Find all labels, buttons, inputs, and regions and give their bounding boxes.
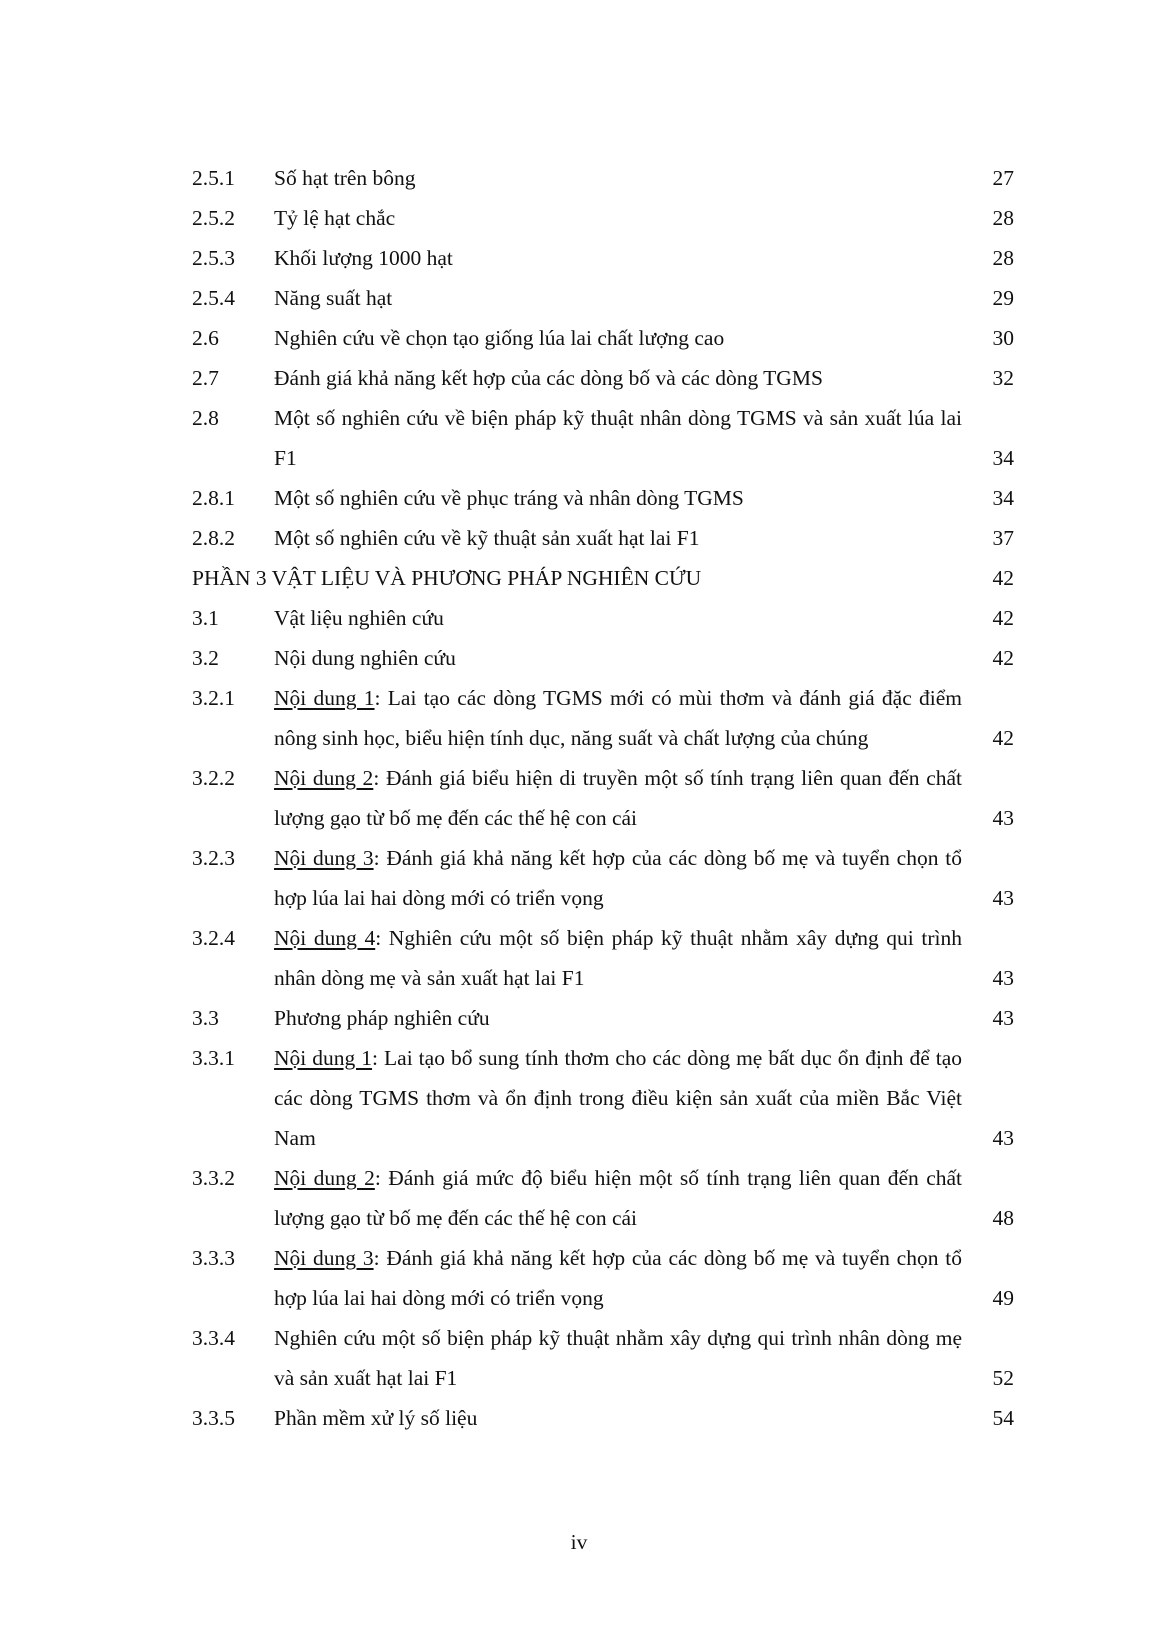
- toc-entry-number: 3.3.3: [192, 1246, 235, 1270]
- toc-entry-title: [274, 918, 962, 998]
- toc-entry-title: PHẦN 3 VẬT LIỆU VÀ PHƯƠNG PHÁP NGHIÊN CỨU: [192, 566, 702, 590]
- toc-entry-number: 3.2: [192, 646, 219, 670]
- toc-entry-title: Phần mềm xử lý số liệu: [274, 1406, 478, 1430]
- toc-entry: [192, 1238, 1014, 1318]
- toc-entry-title: Tỷ lệ hạt chắc: [274, 206, 396, 230]
- toc-entry-label: Nội dung 1: [274, 1046, 373, 1070]
- toc-entry: [192, 158, 1014, 198]
- toc-entry-page: 34: [992, 446, 1014, 470]
- toc-entry-number: 3.2.4: [192, 926, 235, 950]
- toc-entry-title-text: : Lai tạo bổ sung tính thơm cho các dòng mẹ bất dục ổn định để tạo các dòng TGMS thơm và ổn định trong điều kiện sản xuất của miền Bắc Việt Nam: [274, 1046, 963, 1150]
- toc-entry-title: Nội dung nghiên cứu: [274, 646, 456, 670]
- toc-entry: [192, 278, 1014, 318]
- toc-entry-number: 3.2.2: [192, 766, 235, 790]
- page-number-footer: iv: [570, 1530, 588, 1554]
- toc-entry-label: Nội dung 1: [274, 686, 375, 710]
- toc-entry-title: Nghiên cứu về chọn tạo giống lúa lai chất lượng cao: [274, 326, 725, 350]
- toc-entry-title-text: : Đánh giá mức độ biểu hiện một số tính trạng liên quan đến chất lượng gạo từ bố mẹ đến các thế hệ con cái: [274, 1166, 962, 1230]
- toc-entry-title: Đánh giá khả năng kết hợp của các dòng bố và các dòng TGMS: [274, 366, 823, 390]
- toc-entry-number: 3.3.2: [192, 1166, 235, 1190]
- toc-entry-page: 43: [992, 1006, 1014, 1030]
- toc-entry: [192, 1398, 1014, 1438]
- toc-entry-number: 2.5.1: [192, 166, 235, 190]
- toc-entry-number: 2.5.4: [192, 286, 235, 310]
- toc-entry-page: 43: [992, 886, 1014, 910]
- toc-entry-title: [274, 1038, 962, 1158]
- toc-entry-title-text: : Lai tạo các dòng TGMS mới có mùi thơm và đánh giá đặc điểm nông sinh học, biểu hiện tính dục, năng suất và chất lượng của chúng: [274, 686, 962, 750]
- toc-entry-page: 43: [992, 966, 1014, 990]
- toc-entry: [192, 318, 1014, 358]
- toc-entry-title: Số hạt trên bông: [274, 166, 416, 190]
- toc-entry-title: [274, 678, 962, 758]
- toc-entry-page: 42: [992, 606, 1014, 630]
- toc-entry-number: 3.1: [192, 606, 219, 630]
- toc-entry-page: 42: [992, 566, 1014, 590]
- toc-entry-label: Nội dung 2: [274, 766, 374, 790]
- toc-entry-page: 28: [992, 206, 1014, 230]
- toc-entry-page: 54: [992, 1406, 1014, 1430]
- toc-entry-title-text: : Đánh giá khả năng kết hợp của các dòng bố mẹ và tuyển chọn tổ hợp lúa lai hai dòng mới có triển vọng: [274, 1246, 962, 1310]
- toc-entry: [192, 678, 1014, 758]
- toc-entry-number: 3.3.4: [192, 1326, 235, 1350]
- toc-entry-number: 2.8: [192, 406, 219, 430]
- toc-entry: [192, 1038, 1014, 1158]
- toc-entry-label: Nội dung 2: [274, 1166, 375, 1190]
- toc-entry-number: 3.2.3: [192, 846, 235, 870]
- toc-entry-number: 3.2.1: [192, 686, 235, 710]
- toc-entry-page: 48: [992, 1206, 1014, 1230]
- toc-entry-number: 2.6: [192, 326, 219, 350]
- toc-entry-page: 28: [992, 246, 1014, 270]
- toc-entry-number: 2.5.3: [192, 246, 235, 270]
- toc-entry-page: 52: [992, 1366, 1014, 1390]
- toc-entry-page: 30: [992, 326, 1014, 350]
- toc-entry-number: 2.5.2: [192, 206, 235, 230]
- toc-entry-title: [274, 1158, 962, 1238]
- toc-entry-number: 2.8.1: [192, 486, 235, 510]
- toc-entry-title: Vật liệu nghiên cứu: [274, 606, 444, 630]
- toc-entry-title: Một số nghiên cứu về kỹ thuật sản xuất hạt lai F1: [274, 526, 700, 550]
- toc-entry-page: 42: [992, 646, 1014, 670]
- toc-entry-page: 32: [992, 366, 1014, 390]
- toc-entry-number: 3.3.5: [192, 1406, 235, 1430]
- toc-entry-title: [274, 758, 962, 838]
- toc-entry-page: 49: [992, 1286, 1014, 1310]
- toc-entry: [192, 518, 1014, 558]
- toc-entry-title-text: : Đánh giá biểu hiện di truyền một số tính trạng liên quan đến chất lượng gạo từ bố mẹ đến các thế hệ con cái: [274, 766, 963, 830]
- toc-entry: [192, 838, 1014, 918]
- toc-entry: [192, 918, 1014, 998]
- toc-entry-page: 37: [992, 526, 1014, 550]
- toc-entry-page: 29: [992, 286, 1014, 310]
- toc-entry-page: 42: [992, 726, 1014, 750]
- toc-entry: [192, 238, 1014, 278]
- toc-entry: [192, 478, 1014, 518]
- toc-entry: [192, 1158, 1014, 1238]
- toc-entry: [192, 358, 1014, 398]
- toc-entry-label: Nội dung 3: [274, 1246, 374, 1270]
- toc-entry-number: 3.3.1: [192, 1046, 235, 1070]
- toc-entry-title: [274, 1238, 962, 1318]
- toc-entry: [192, 638, 1014, 678]
- toc-entry-number: 2.7: [192, 366, 219, 390]
- toc-entry: [192, 398, 1014, 478]
- toc-entry-label: Nội dung 3: [274, 846, 374, 870]
- toc-entry-number: 3.3: [192, 1006, 219, 1030]
- toc-entry-title-text: : Đánh giá khả năng kết hợp của các dòng bố mẹ và tuyển chọn tổ hợp lúa lai hai dòng mới có triển vọng: [274, 846, 962, 910]
- toc-entry-number: 2.8.2: [192, 526, 235, 550]
- toc-entry-page: 34: [992, 486, 1014, 510]
- toc-entry-title: [274, 838, 962, 918]
- toc-entry-label: Nội dung 4: [274, 926, 376, 950]
- toc-entry-title: Phương pháp nghiên cứu: [274, 1006, 490, 1030]
- toc-entry-page: 27: [992, 166, 1014, 190]
- toc-entry-title-text: : Nghiên cứu một số biện pháp kỹ thuật nhằm xây dựng qui trình nhân dòng mẹ và sản xuất hạt lai F1: [274, 926, 962, 990]
- toc-entry-title: Năng suất hạt: [274, 286, 393, 310]
- toc-entry-page: 43: [992, 806, 1014, 830]
- toc-entry: [192, 758, 1014, 838]
- toc-entry-title: Một số nghiên cứu về phục tráng và nhân dòng TGMS: [274, 486, 744, 510]
- toc-entry-title: Nghiên cứu một số biện pháp kỹ thuật nhằm xây dựng qui trình nhân dòng mẹ và sản xuất hạt lai F1: [274, 1326, 962, 1390]
- toc-entry-title: Một số nghiên cứu về biện pháp kỹ thuật nhân dòng TGMS và sản xuất lúa lai F1: [274, 406, 962, 470]
- table-of-contents: [192, 158, 1014, 1438]
- toc-entry-page: 43: [992, 1126, 1014, 1150]
- toc-entry: [192, 198, 1014, 238]
- toc-entry: [192, 998, 1014, 1038]
- toc-part-heading: [192, 558, 1014, 598]
- toc-entry-title: Khối lượng 1000 hạt: [274, 246, 453, 270]
- toc-entry: [192, 1318, 1014, 1398]
- toc-entry: [192, 598, 1014, 638]
